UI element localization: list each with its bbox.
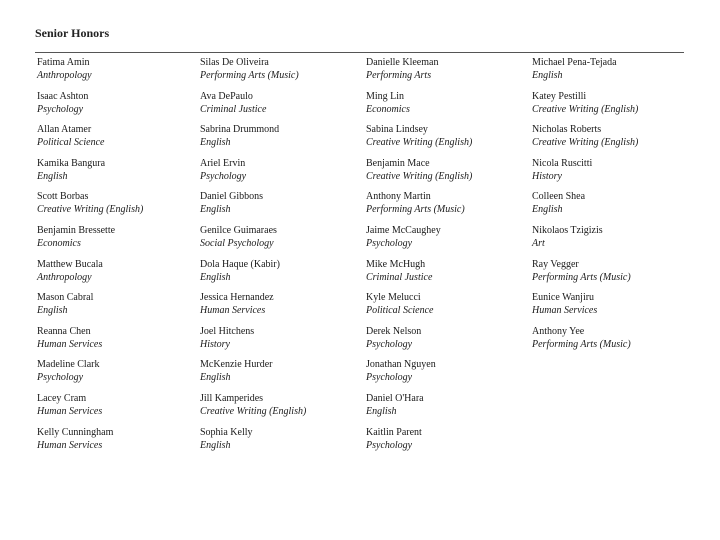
student-entry xyxy=(37,392,200,426)
student-name: Sabrina Drummond xyxy=(200,124,280,136)
title-divider xyxy=(35,52,684,53)
student-entry xyxy=(200,224,366,258)
student-entry xyxy=(37,157,200,191)
page-title: Senior Honors xyxy=(35,26,110,40)
student-entry xyxy=(37,258,200,292)
student-name: Colleen Shea xyxy=(532,191,586,203)
student-name: Benjamin Mace xyxy=(366,157,430,169)
student-name: Derek Nelson xyxy=(366,325,422,337)
student-entry xyxy=(532,325,692,359)
student-major: Anthropology xyxy=(37,70,92,81)
student-name: Mason Cabral xyxy=(37,292,94,304)
student-entry xyxy=(532,90,692,124)
student-major: Performing Arts xyxy=(366,70,432,81)
student-major: Psychology xyxy=(366,372,413,384)
student-entry xyxy=(532,56,692,90)
student-entry xyxy=(200,258,366,292)
student-name: Kamika Bangura xyxy=(37,157,106,169)
student-major: English xyxy=(366,405,397,417)
student-entry xyxy=(532,157,692,191)
student-major: Criminal Justice xyxy=(200,103,267,115)
student-entry xyxy=(37,426,200,460)
student-name: Kaitlin Parent xyxy=(366,426,422,438)
student-major: English xyxy=(200,271,231,283)
student-major: Economics xyxy=(366,103,410,115)
student-name: Joel Hitchens xyxy=(200,325,255,337)
student-name: Lacey Cram xyxy=(37,392,87,404)
student-entry xyxy=(37,90,200,124)
student-name: Eunice Wanjiru xyxy=(532,292,595,304)
student-name: Mike McHugh xyxy=(366,258,426,270)
student-name: Allan Atamer xyxy=(37,124,92,136)
student-name: Isaac Ashton xyxy=(37,90,89,102)
student-major: Creative Writing (English) xyxy=(366,170,473,182)
student-name: Ava DePaulo xyxy=(200,90,253,102)
student-entry xyxy=(200,325,366,359)
student-name: Scott Borbas xyxy=(37,191,89,203)
student-major: Psychology xyxy=(366,338,413,350)
student-name: Anthony Yee xyxy=(532,325,585,337)
student-major: English xyxy=(37,305,68,317)
student-major: Psychology xyxy=(37,103,84,115)
student-entry xyxy=(366,392,532,426)
student-entry xyxy=(532,291,692,325)
student-major: Human Services xyxy=(37,338,103,350)
student-entry xyxy=(366,123,532,157)
student-major: Creative Writing (English) xyxy=(532,137,639,149)
student-entry xyxy=(366,426,532,460)
student-name: Jonathan Nguyen xyxy=(366,359,436,371)
student-name: Sophia Kelly xyxy=(200,426,253,438)
student-entry xyxy=(366,325,532,359)
student-entry xyxy=(532,426,692,460)
student-major: Psychology xyxy=(200,170,247,182)
student-major: Performing Arts (Music) xyxy=(200,70,299,81)
student-name: Genilce Guimaraes xyxy=(200,224,277,236)
student-major: English xyxy=(200,372,231,384)
student-name: Reanna Chen xyxy=(37,325,91,337)
student-name: McKenzie Hurder xyxy=(200,359,273,371)
student-name: Daniel Gibbons xyxy=(200,191,264,203)
student-name: Ariel Ervin xyxy=(200,157,246,169)
student-name: Nicholas Roberts xyxy=(532,124,602,136)
student-entry xyxy=(200,123,366,157)
student-name: Matthew Bucala xyxy=(37,258,103,270)
student-entry xyxy=(366,358,532,392)
student-entry xyxy=(37,123,200,157)
student-name: Jill Kamperides xyxy=(200,392,264,404)
student-entry xyxy=(366,90,532,124)
student-entry xyxy=(200,157,366,191)
student-entry xyxy=(532,190,692,224)
student-entry xyxy=(200,392,366,426)
student-major: Creative Writing (English) xyxy=(366,137,473,149)
student-major: English xyxy=(200,439,231,451)
student-name: Kelly Cunningham xyxy=(37,426,114,438)
student-major: History xyxy=(200,338,230,350)
student-major: English xyxy=(37,170,68,182)
student-entry xyxy=(532,224,692,258)
student-major: Psychology xyxy=(37,372,84,384)
student-entry xyxy=(366,56,532,90)
student-major: Performing Arts (Music) xyxy=(366,204,465,216)
student-name: Michael Pena-Tejada xyxy=(532,57,617,68)
student-major: Psychology xyxy=(366,439,413,451)
student-entry xyxy=(200,56,366,90)
student-major: Performing Arts (Music) xyxy=(532,271,631,283)
student-entry xyxy=(37,224,200,258)
student-entry xyxy=(366,291,532,325)
student-entry xyxy=(532,258,692,292)
student-major: Art xyxy=(532,237,545,249)
student-name: Anthony Martin xyxy=(366,191,431,203)
student-entry xyxy=(366,258,532,292)
student-entry xyxy=(37,56,200,90)
student-name: Nikolaos Tzigizis xyxy=(532,224,603,236)
student-name: Katey Pestilli xyxy=(532,90,587,102)
student-major: English xyxy=(200,137,231,149)
student-name: Sabina Lindsey xyxy=(366,124,428,136)
student-name: Benjamin Bressette xyxy=(37,224,116,236)
student-major: Human Services xyxy=(37,439,103,451)
student-entry xyxy=(366,157,532,191)
student-major: Political Science xyxy=(366,305,434,317)
student-major: Creative Writing (English) xyxy=(200,405,307,417)
student-entry xyxy=(200,90,366,124)
student-entry xyxy=(366,190,532,224)
student-entry xyxy=(200,426,366,460)
student-entry xyxy=(37,358,200,392)
student-entry xyxy=(366,224,532,258)
student-major: History xyxy=(532,170,562,182)
student-entry xyxy=(532,358,692,392)
student-name: Silas De Oliveira xyxy=(200,57,269,68)
student-entry xyxy=(532,123,692,157)
student-name: Daniel O'Hara xyxy=(366,392,424,404)
student-major: Anthropology xyxy=(37,271,92,283)
student-entry xyxy=(200,358,366,392)
student-major: Social Psychology xyxy=(200,237,274,249)
student-major: Economics xyxy=(37,237,81,249)
student-name: Fatima Amin xyxy=(37,57,90,68)
student-major: Human Services xyxy=(37,405,103,417)
student-entry xyxy=(200,291,366,325)
student-major: English xyxy=(532,204,563,216)
student-entry xyxy=(37,190,200,224)
student-name: Danielle Kleeman xyxy=(366,57,439,68)
student-major: Human Services xyxy=(200,305,266,317)
student-major: Creative Writing (English) xyxy=(532,103,639,115)
student-name: Kyle Melucci xyxy=(366,292,421,304)
student-name: Madeline Clark xyxy=(37,359,100,371)
student-major: English xyxy=(200,204,231,216)
student-name: Jessica Hernandez xyxy=(200,292,274,304)
student-name: Nicola Ruscitti xyxy=(532,157,593,169)
student-name: Ming Lin xyxy=(366,90,405,102)
student-major: Human Services xyxy=(532,305,598,317)
student-entry xyxy=(532,392,692,426)
student-major: Performing Arts (Music) xyxy=(532,338,631,350)
student-name: Jaime McCaughey xyxy=(366,224,441,236)
student-major: Political Science xyxy=(37,137,105,149)
student-entry xyxy=(200,190,366,224)
student-major: English xyxy=(532,70,563,81)
honors-grid xyxy=(37,56,692,459)
student-name: Ray Vegger xyxy=(532,258,579,270)
student-major: Psychology xyxy=(366,237,413,249)
student-major: Criminal Justice xyxy=(366,271,433,283)
student-major: Creative Writing (English) xyxy=(37,204,144,216)
student-entry xyxy=(37,325,200,359)
student-entry xyxy=(37,291,200,325)
student-name: Dola Haque (Kabir) xyxy=(200,258,280,270)
